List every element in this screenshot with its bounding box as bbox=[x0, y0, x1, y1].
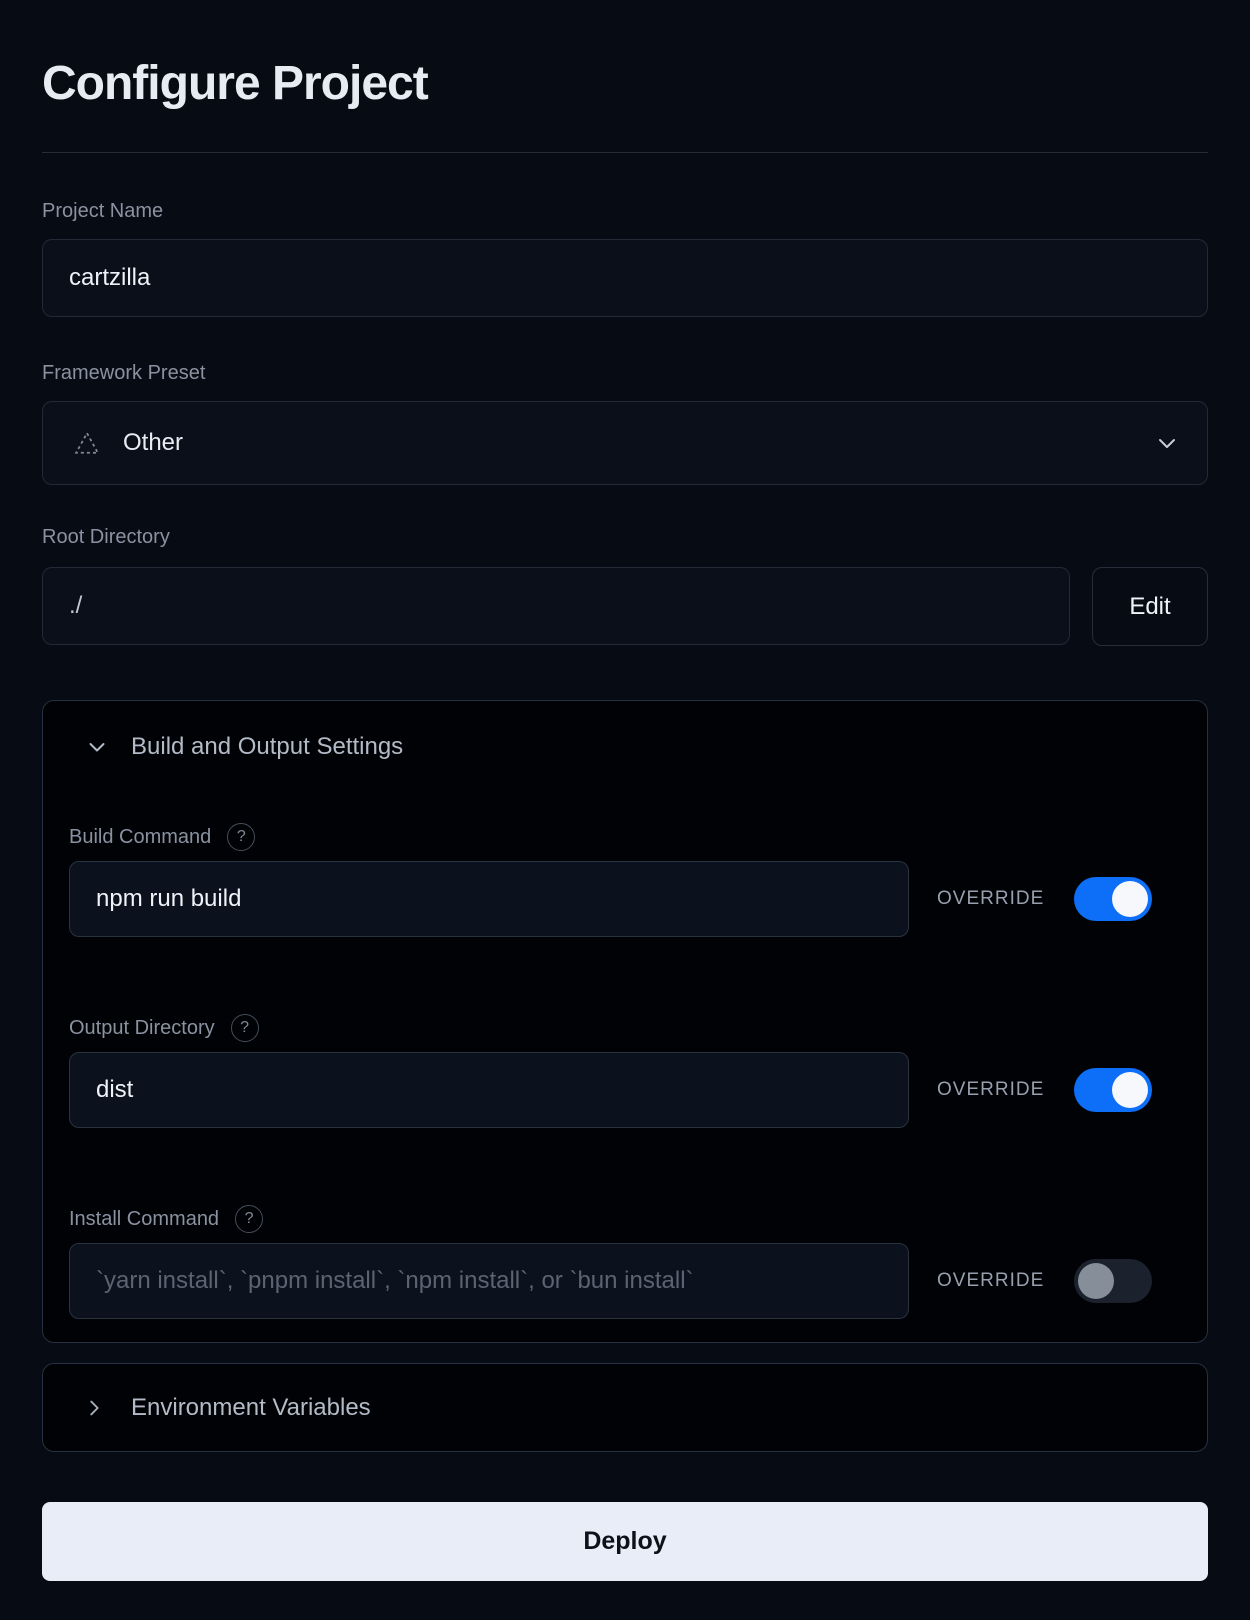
environment-variables-toggle[interactable] bbox=[42, 1363, 1208, 1452]
output-directory-label: Output Directory bbox=[69, 1017, 215, 1039]
help-icon[interactable]: ? bbox=[231, 1014, 259, 1042]
toggle-knob bbox=[1078, 1263, 1114, 1299]
override-label: OVERRIDE bbox=[937, 1270, 1045, 1291]
build-command-input[interactable] bbox=[69, 861, 909, 937]
build-output-settings-panel bbox=[42, 700, 1208, 1343]
install-command-label: Install Command bbox=[69, 1208, 220, 1230]
project-name-label: Project Name bbox=[42, 200, 164, 222]
chevron-down-icon bbox=[1155, 431, 1179, 455]
page-title: Configure Project bbox=[42, 57, 428, 110]
environment-variables-title: Environment Variables bbox=[131, 1393, 371, 1421]
output-directory-input[interactable] bbox=[69, 1052, 909, 1128]
build-command-group bbox=[69, 823, 1181, 937]
help-icon[interactable]: ? bbox=[235, 1205, 263, 1233]
build-command-label: Build Command bbox=[69, 826, 212, 848]
root-directory-input[interactable] bbox=[42, 567, 1070, 645]
output-directory-group bbox=[69, 1014, 1181, 1128]
install-command-input[interactable] bbox=[69, 1243, 909, 1319]
chevron-right-icon bbox=[83, 1397, 105, 1419]
help-icon[interactable]: ? bbox=[227, 823, 255, 851]
other-framework-icon bbox=[73, 429, 101, 457]
deploy-button[interactable]: Deploy bbox=[42, 1502, 1208, 1581]
framework-preset-value: Other bbox=[123, 429, 184, 456]
override-label: OVERRIDE bbox=[937, 1079, 1045, 1100]
chevron-down-icon bbox=[85, 735, 109, 759]
root-directory-label: Root Directory bbox=[42, 526, 170, 548]
install-command-group bbox=[69, 1205, 1181, 1319]
build-output-settings-toggle[interactable] bbox=[69, 729, 1181, 765]
project-name-input[interactable] bbox=[42, 239, 1208, 317]
root-directory-row bbox=[42, 567, 1208, 646]
output-directory-override-toggle[interactable] bbox=[1074, 1068, 1152, 1112]
toggle-knob bbox=[1112, 1072, 1148, 1108]
build-command-override-toggle[interactable] bbox=[1074, 877, 1152, 921]
toggle-knob bbox=[1112, 881, 1148, 917]
framework-preset-select[interactable] bbox=[42, 401, 1208, 485]
build-output-settings-title: Build and Output Settings bbox=[131, 733, 404, 760]
override-label: OVERRIDE bbox=[937, 888, 1045, 909]
edit-root-directory-button[interactable]: Edit bbox=[1092, 567, 1208, 646]
divider bbox=[42, 152, 1208, 153]
framework-preset-label: Framework Preset bbox=[42, 362, 206, 384]
install-command-override-toggle[interactable] bbox=[1074, 1259, 1152, 1303]
